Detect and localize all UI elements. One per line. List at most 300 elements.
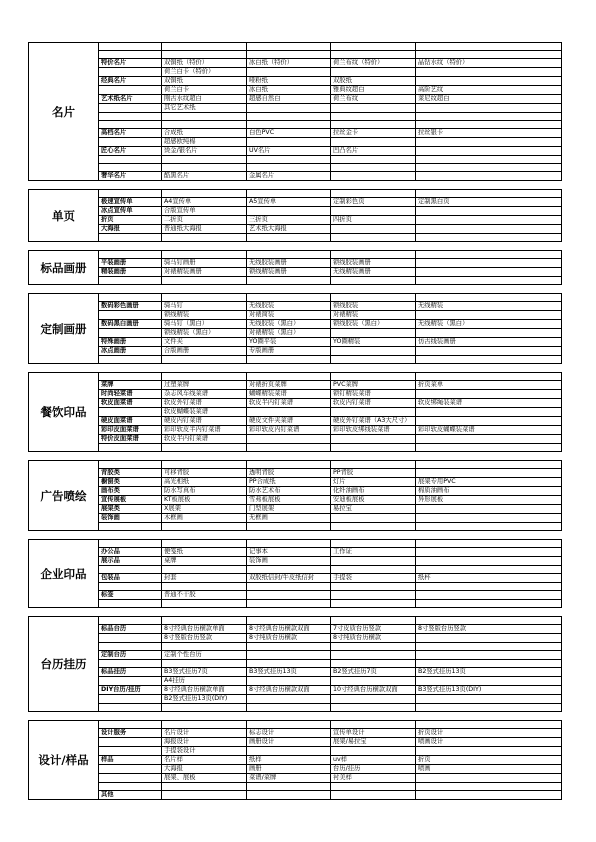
empty-cell [416, 277, 562, 285]
table-row [29, 505, 562, 514]
item-cell: 蝴蝶精装菜谱 [247, 390, 331, 399]
table-row [29, 86, 562, 95]
item-cell: 防水写真布 [162, 487, 247, 496]
item-cell [247, 747, 331, 756]
item-cell: 木框画 [162, 514, 247, 523]
item-cell: 金属名片 [247, 172, 331, 181]
item-cell [416, 68, 562, 77]
empty-cell [162, 540, 247, 548]
item-cell: B2竖式挂历13页(DIY) [162, 695, 247, 704]
item-cell [247, 660, 331, 668]
empty-cell [99, 43, 162, 51]
item-cell: KT板展板 [162, 496, 247, 505]
empty-cell [99, 461, 162, 469]
item-cell [331, 660, 416, 668]
empty-cell [331, 523, 416, 531]
item-cell [416, 583, 562, 591]
table-row [29, 302, 562, 311]
item-cell [416, 259, 562, 268]
item-cell: B3竖式挂历13页 [247, 668, 331, 677]
subcategory-cell: 时尚轻菜谱 [99, 390, 162, 399]
item-cell [416, 156, 562, 164]
empty-cell [162, 444, 247, 452]
table-row [29, 311, 562, 320]
item-cell [331, 51, 416, 59]
item-cell: 10寸经典台历横款双面 [331, 686, 416, 695]
empty-cell [162, 190, 247, 198]
item-cell [416, 138, 562, 147]
empty-cell [331, 461, 416, 469]
table-row [29, 172, 562, 181]
table-row [29, 338, 562, 347]
item-cell: 普通不干胶 [162, 591, 247, 600]
subcategory-cell: 奢华名片 [99, 172, 162, 181]
item-cell: 晶钻水纹（特价） [416, 59, 562, 68]
item-cell [247, 566, 331, 574]
item-cell: 折页设计 [416, 729, 562, 738]
empty-cell [247, 190, 331, 198]
item-cell: 双胶纸 [331, 77, 416, 86]
item-cell [247, 121, 331, 129]
item-cell: 宣传单设计 [331, 729, 416, 738]
item-cell: 荷兰白卡（特价） [162, 68, 247, 77]
item-cell: 安迪板展板 [331, 496, 416, 505]
table-row [29, 373, 562, 381]
empty-cell [99, 540, 162, 548]
empty-cell [416, 234, 562, 242]
empty-cell [162, 523, 247, 531]
empty-cell [99, 190, 162, 198]
empty-cell [331, 43, 416, 51]
item-cell: 对裱精装（黑白） [247, 329, 331, 338]
section-gap [28, 608, 561, 616]
section-table [28, 720, 562, 800]
subcategory-cell: 冰点画册 [99, 347, 162, 356]
table-row [29, 668, 562, 677]
empty-cell [416, 373, 562, 381]
table-row [29, 783, 562, 791]
item-cell: 双胶纸信封/牛皮纸信封 [247, 574, 331, 583]
subcategory-cell: 彩印皮面菜谱 [99, 426, 162, 435]
subcategory-cell: 数码黑白画册 [99, 320, 162, 329]
subcategory-cell: 极速宣传单 [99, 198, 162, 207]
item-cell: 标志设计 [247, 729, 331, 738]
table-row [29, 721, 562, 729]
empty-cell [162, 461, 247, 469]
empty-cell [416, 600, 562, 608]
item-cell [331, 347, 416, 356]
table-row [29, 129, 562, 138]
empty-cell [331, 721, 416, 729]
item-cell: 锁线精装画册 [247, 268, 331, 277]
empty-cell [247, 461, 331, 469]
table-row [29, 190, 562, 198]
item-cell [416, 172, 562, 181]
table-row [29, 548, 562, 557]
empty-cell [247, 523, 331, 531]
table-row [29, 138, 562, 147]
item-cell: 8寸纯质台历横款 [247, 634, 331, 643]
item-cell [416, 147, 562, 156]
item-cell: 软皮内钉菜谱 [331, 399, 416, 408]
item-cell: 冰白纸（特价） [247, 59, 331, 68]
item-cell [331, 783, 416, 791]
subcategory-cell: 包装品 [99, 574, 162, 583]
item-cell [331, 408, 416, 417]
item-cell [247, 435, 331, 444]
empty-cell [247, 234, 331, 242]
item-cell [331, 643, 416, 651]
item-cell: 软皮外钉菜谱 [162, 399, 247, 408]
empty-cell [416, 540, 562, 548]
table-row [29, 591, 562, 600]
table-row [29, 426, 562, 435]
item-cell [416, 121, 562, 129]
empty-cell [99, 356, 162, 364]
item-cell [416, 311, 562, 320]
table-row [29, 540, 562, 548]
item-cell: 手提袋设计 [162, 747, 247, 756]
item-cell: 易拉宝 [331, 505, 416, 514]
item-cell: 名片设计 [162, 729, 247, 738]
empty-cell [99, 294, 162, 302]
item-cell [416, 774, 562, 783]
item-cell [162, 113, 247, 121]
item-cell: 展架专用PVC [416, 478, 562, 487]
subcategory-cell [99, 329, 162, 338]
empty-cell [331, 444, 416, 452]
item-cell: 合版画册 [162, 347, 247, 356]
section-gap [28, 242, 561, 250]
subcategory-cell [99, 583, 162, 591]
empty-cell [247, 721, 331, 729]
empty-cell [162, 721, 247, 729]
empty-cell [331, 617, 416, 625]
item-cell [331, 695, 416, 704]
subcategory-cell: 匠心名片 [99, 147, 162, 156]
subcategory-cell [99, 695, 162, 704]
item-cell [247, 207, 331, 216]
item-cell: 纸杯 [416, 574, 562, 583]
item-cell: 彩印软皮绑线装菜谱 [331, 426, 416, 435]
subcategory-cell [99, 660, 162, 668]
empty-cell [331, 294, 416, 302]
item-cell: 8寸经典台历横款双面 [247, 625, 331, 634]
table-row [29, 198, 562, 207]
item-cell [416, 651, 562, 660]
subcategory-cell [99, 643, 162, 651]
item-cell [416, 469, 562, 478]
empty-cell [331, 704, 416, 712]
item-cell: 无框画 [247, 514, 331, 523]
item-cell: 四折页 [331, 216, 416, 225]
item-cell: 工作证 [331, 548, 416, 557]
item-cell [331, 207, 416, 216]
item-cell: 海报设计 [162, 738, 247, 747]
empty-cell [247, 600, 331, 608]
table-row [29, 651, 562, 660]
empty-cell [162, 294, 247, 302]
item-cell: 硬皮外钉菜谱（A3大尺寸） [331, 417, 416, 426]
table-row [29, 600, 562, 608]
item-cell: B2竖式挂历7页 [331, 668, 416, 677]
empty-cell [162, 600, 247, 608]
subcategory-cell [99, 774, 162, 783]
table-row [29, 461, 562, 469]
item-cell: 骑马钉 [162, 302, 247, 311]
item-cell [416, 268, 562, 277]
item-cell: 锁线胶装（黑白） [331, 320, 416, 329]
item-cell [331, 156, 416, 164]
section-table [28, 372, 562, 452]
table-row [29, 417, 562, 426]
subcategory-cell: 大海报 [99, 225, 162, 234]
table-row [29, 95, 562, 104]
table-row [29, 104, 562, 113]
item-cell: 门型展架 [247, 505, 331, 514]
empty-cell [99, 704, 162, 712]
item-cell: 折页菜单 [416, 381, 562, 390]
subcategory-cell: 特殊画册 [99, 338, 162, 347]
item-cell [331, 514, 416, 523]
section-table [28, 460, 562, 531]
table-row [29, 268, 562, 277]
item-cell: 艺术纸大海报 [247, 225, 331, 234]
table-row [29, 216, 562, 225]
item-cell: 记事本 [247, 548, 331, 557]
table-row [29, 147, 562, 156]
item-cell [247, 164, 331, 172]
item-cell [162, 583, 247, 591]
item-cell [331, 566, 416, 574]
item-cell [416, 791, 562, 800]
item-cell: 便笺纸 [162, 548, 247, 557]
empty-cell [331, 540, 416, 548]
empty-cell [99, 234, 162, 242]
table-row [29, 625, 562, 634]
table-row [29, 59, 562, 68]
empty-cell [99, 523, 162, 531]
empty-cell [247, 373, 331, 381]
item-cell [162, 643, 247, 651]
empty-cell [331, 277, 416, 285]
table-row [29, 791, 562, 800]
table-row [29, 277, 562, 285]
item-cell: 冰白纸 [247, 86, 331, 95]
table-row [29, 747, 562, 756]
item-cell: 定制彩色页 [331, 198, 416, 207]
item-cell: 专版画册 [247, 347, 331, 356]
item-cell: 灯片 [331, 478, 416, 487]
item-cell: 哑粉纸 [247, 77, 331, 86]
subcategory-cell [99, 747, 162, 756]
item-cell [416, 51, 562, 59]
empty-cell [416, 523, 562, 531]
item-cell: A4宣传单 [162, 198, 247, 207]
subcategory-cell: 经典名片 [99, 77, 162, 86]
item-cell: 骑马钉（黑白） [162, 320, 247, 329]
item-cell [331, 747, 416, 756]
subcategory-cell [99, 51, 162, 59]
subcategory-cell: 艺术纸名片 [99, 95, 162, 104]
item-cell: 无线胶装画册 [247, 259, 331, 268]
table-row [29, 294, 562, 302]
item-cell: 折页 [416, 756, 562, 765]
item-cell: 手提袋 [331, 574, 416, 583]
item-cell: 超感自然白 [247, 95, 331, 104]
empty-cell [162, 251, 247, 259]
item-cell: 8寸竖版台历竖款 [162, 634, 247, 643]
item-cell: PP合成纸 [247, 478, 331, 487]
item-cell [416, 548, 562, 557]
item-cell [162, 121, 247, 129]
item-cell: 锁钉精装菜谱 [331, 390, 416, 399]
item-cell [247, 695, 331, 704]
item-cell [331, 225, 416, 234]
item-cell [162, 660, 247, 668]
item-cell: uv样 [331, 756, 416, 765]
table-row [29, 729, 562, 738]
empty-cell [331, 600, 416, 608]
item-cell [247, 51, 331, 59]
section-gap [28, 181, 561, 189]
subcategory-cell: 冰点宣传单 [99, 207, 162, 216]
table-row [29, 514, 562, 523]
empty-cell [247, 356, 331, 364]
item-cell: 装饰画 [247, 557, 331, 566]
item-cell [162, 164, 247, 172]
empty-cell [99, 373, 162, 381]
item-cell [331, 138, 416, 147]
item-cell [247, 68, 331, 77]
item-cell: 透明背胶 [247, 469, 331, 478]
item-cell: 锁线胶装 [331, 302, 416, 311]
item-cell [247, 783, 331, 791]
item-cell: 8寸经典台历横款单面 [162, 686, 247, 695]
item-cell: 可移背胶 [162, 469, 247, 478]
table-row [29, 408, 562, 417]
item-cell: 喷画 [416, 765, 562, 774]
section-table [28, 293, 562, 364]
table-row [29, 738, 562, 747]
item-cell: PVC菜牌 [331, 381, 416, 390]
item-cell [247, 651, 331, 660]
empty-cell [162, 617, 247, 625]
subcategory-cell [99, 68, 162, 77]
empty-cell [331, 190, 416, 198]
item-cell [331, 172, 416, 181]
item-cell: 衬美样 [331, 774, 416, 783]
item-cell [331, 583, 416, 591]
empty-cell [162, 43, 247, 51]
empty-cell [416, 704, 562, 712]
subcategory-cell [99, 104, 162, 113]
category-title: 定制画册 [29, 294, 99, 364]
item-cell: 高阶艺纹 [416, 86, 562, 95]
item-cell: 二折页 [162, 216, 247, 225]
subcategory-cell [99, 783, 162, 791]
item-cell [247, 583, 331, 591]
item-cell [331, 329, 416, 338]
item-cell [247, 104, 331, 113]
subcategory-cell [99, 677, 162, 686]
item-cell: 酷黑名片 [162, 172, 247, 181]
section-table [28, 539, 562, 608]
table-row [29, 320, 562, 329]
item-cell [331, 435, 416, 444]
item-cell: 三折页 [247, 216, 331, 225]
empty-cell [416, 43, 562, 51]
table-row [29, 557, 562, 566]
item-cell: 彩印软皮蝴蝶装菜谱 [416, 426, 562, 435]
item-cell [416, 113, 562, 121]
item-cell: 普通纸大海报 [162, 225, 247, 234]
item-cell [416, 747, 562, 756]
subcategory-cell: 画布类 [99, 487, 162, 496]
section-gap [28, 452, 561, 460]
table-row [29, 686, 562, 695]
item-cell [416, 591, 562, 600]
subcategory-cell: 标品台历 [99, 625, 162, 634]
empty-cell [99, 721, 162, 729]
item-cell: 软皮蝴蝶装菜谱 [162, 408, 247, 417]
item-cell: 封套 [162, 574, 247, 583]
item-cell [162, 791, 247, 800]
item-cell: 画册 [247, 765, 331, 774]
item-cell [416, 660, 562, 668]
subcategory-cell [99, 634, 162, 643]
item-cell [416, 164, 562, 172]
table-row [29, 695, 562, 704]
price-sheet [28, 42, 561, 800]
item-cell: 高光相纸 [162, 478, 247, 487]
section-table [28, 616, 562, 712]
item-cell: 其它艺术纸 [162, 104, 247, 113]
empty-cell [247, 540, 331, 548]
empty-cell [416, 294, 562, 302]
item-cell: 大海报 [162, 765, 247, 774]
item-cell: B3竖式挂历13页(DIY) [416, 686, 562, 695]
item-cell [331, 121, 416, 129]
item-cell [247, 791, 331, 800]
empty-cell [416, 617, 562, 625]
item-cell: 锁线精装（黑白） [162, 329, 247, 338]
table-row [29, 347, 562, 356]
item-cell: 8寸竖版台历竖款 [416, 625, 562, 634]
item-cell: 骑马钉画册 [162, 259, 247, 268]
table-row [29, 164, 562, 172]
item-cell: 软皮半内钉菜谱 [247, 399, 331, 408]
table-row [29, 660, 562, 668]
item-cell [331, 68, 416, 77]
item-cell: 画册设计 [247, 738, 331, 747]
item-cell: 合成纸 [162, 129, 247, 138]
item-cell [416, 566, 562, 574]
subcategory-cell: 特价皮面菜谱 [99, 435, 162, 444]
item-cell: YO圈精装 [331, 338, 416, 347]
subcategory-cell [99, 121, 162, 129]
item-cell: 化纤油画布 [331, 487, 416, 496]
empty-cell [416, 251, 562, 259]
subcategory-cell [99, 311, 162, 320]
item-cell: 对裱折页菜牌 [247, 381, 331, 390]
subcategory-cell: 样品 [99, 756, 162, 765]
category-title: 广告喷绘 [29, 461, 99, 531]
item-cell: 展架、展板 [162, 774, 247, 783]
item-cell: 凹凸名片 [331, 147, 416, 156]
subcategory-cell: 宣传展板 [99, 496, 162, 505]
empty-cell [331, 251, 416, 259]
